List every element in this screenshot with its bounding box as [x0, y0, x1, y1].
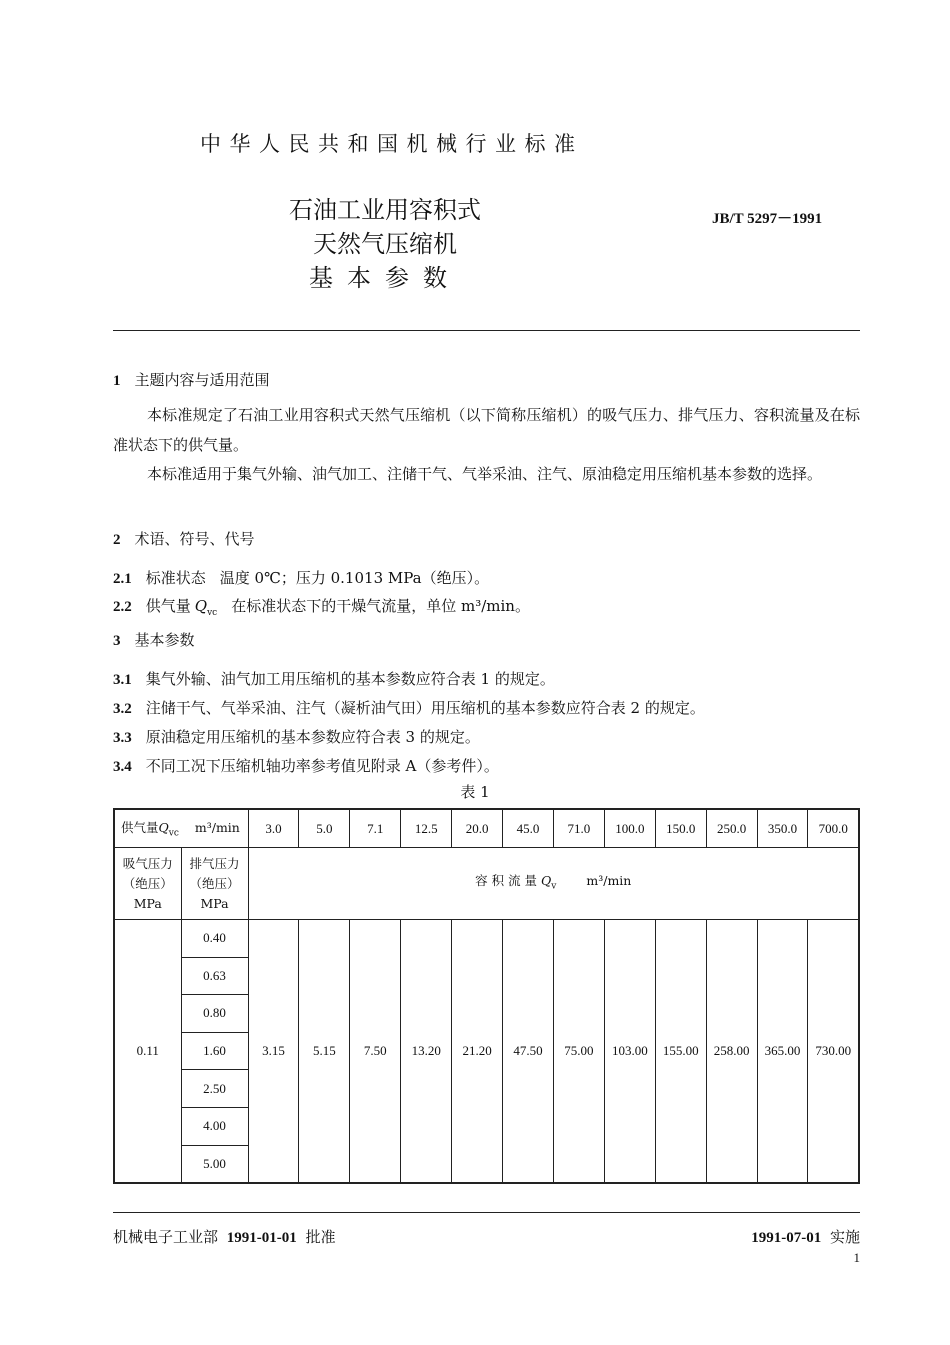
section-number: 2 [113, 532, 121, 548]
discharge-pressure-value: 5.00 [181, 1145, 248, 1183]
header-line: MPa [133, 895, 162, 911]
supply-value: 3.0 [248, 809, 299, 848]
implementation-date: 1991-07-01 [751, 1230, 822, 1246]
clause-number: 3.4 [113, 759, 132, 775]
clause-text: 集气外输、油气加工用压缩机的基本参数应符合表 1 的规定。 [145, 670, 555, 688]
standard-code: JB/T 5297－1991 [712, 211, 823, 227]
section-2-heading [113, 528, 255, 549]
supply-value: 350.0 [757, 809, 808, 848]
clause-3-3 [113, 726, 480, 747]
title-line-2: 天然气压缩机 [313, 230, 457, 258]
approving-department: 机械电子工业部 [113, 1228, 219, 1246]
supply-header-cell [114, 809, 248, 848]
volume-flow-value: 5.15 [299, 920, 350, 1184]
supply-value: 100.0 [604, 809, 655, 848]
supply-value: 45.0 [503, 809, 554, 848]
supply-value: 7.1 [350, 809, 401, 848]
approval-line [113, 1226, 336, 1247]
paragraph-1-1: 本标准规定了石油工业用容积式天然气压缩机（以下简称压缩机）的吸气压力、排气压力、容积流量及在标准状态下的供气量。 [113, 406, 860, 454]
discharge-pressure-value: 0.40 [181, 920, 248, 958]
supply-value: 20.0 [452, 809, 503, 848]
suction-pressure-header [114, 848, 181, 920]
title-line-3: 基本参数 [309, 264, 461, 292]
implementation-label: 实施 [829, 1228, 860, 1246]
symbol: Q [194, 597, 208, 615]
header-line: MPa [200, 895, 229, 911]
supply-value: 250.0 [706, 809, 757, 848]
clause-2-1 [113, 567, 489, 588]
volume-flow-value: 730.00 [808, 920, 859, 1184]
clause-number: 2.2 [113, 599, 132, 615]
clause-text: 在标准状态下的干燥气流量，单位 m³/min。 [231, 597, 530, 615]
approval-date: 1991-01-01 [226, 1230, 297, 1246]
volume-flow-header [248, 848, 859, 920]
title-line-1: 石油工业用容积式 [289, 196, 481, 224]
supply-value: 150.0 [655, 809, 706, 848]
section-3-heading [113, 629, 195, 650]
volume-flow-value: 258.00 [706, 920, 757, 1184]
page-number: 1 [853, 1250, 860, 1265]
clause-text: 原油稳定用压缩机的基本参数应符合表 3 的规定。 [145, 728, 480, 746]
clause-3-2 [113, 697, 705, 718]
header-line: 吸气压力 [122, 855, 173, 871]
volume-symbol: Q [541, 872, 552, 888]
section-number: 1 [113, 373, 121, 389]
volume-flow-value: 75.00 [553, 920, 604, 1184]
symbol-subscript: vc [207, 608, 218, 618]
clause-text: 不同工况下压缩机轴功率参考值见附录 A（参考件）。 [145, 757, 499, 775]
clause-term: 供气量 [145, 597, 191, 615]
clause-number: 3.3 [113, 730, 132, 746]
clause-number: 3.2 [113, 701, 132, 717]
document-title [270, 193, 500, 295]
discharge-pressure-header [181, 848, 248, 920]
supply-value: 12.5 [401, 809, 452, 848]
volume-subscript: v [551, 881, 557, 892]
volume-flow-value: 21.20 [452, 920, 503, 1184]
clause-3-1 [113, 668, 555, 689]
header-line: 排气压力 [189, 855, 240, 871]
volume-flow-value: 3.15 [248, 920, 299, 1184]
supply-symbol: Q [158, 820, 169, 836]
clause-term: 标准状态 [145, 569, 206, 587]
header-rule [113, 330, 860, 331]
supply-label: 供气量 [121, 820, 159, 836]
header-line: （绝压） [122, 875, 173, 891]
discharge-pressure-value: 4.00 [181, 1107, 248, 1145]
header-line: （绝压） [189, 875, 240, 891]
clause-text: 注储干气、气举采油、注气（凝析油气田）用压缩机的基本参数应符合表 2 的规定。 [145, 699, 705, 717]
volume-flow-value: 7.50 [350, 920, 401, 1184]
section-1-heading [113, 369, 270, 390]
volume-flow-value: 47.50 [503, 920, 554, 1184]
section-number: 3 [113, 633, 121, 649]
volume-flow-value: 365.00 [757, 920, 808, 1184]
paragraph-1-2: 本标准适用于集气外输、油气加工、注储干气、气举采油、注气、原油稳定用压缩机基本参数的选择。 [147, 465, 823, 483]
table-row-headers [114, 848, 859, 920]
section-title: 术语、符号、代号 [134, 530, 255, 548]
volume-flow-value: 13.20 [401, 920, 452, 1184]
implementation-line [751, 1226, 860, 1247]
volume-unit: m³/min [586, 872, 632, 888]
discharge-pressure-value: 0.80 [181, 995, 248, 1033]
clause-text: 温度 0℃；压力 0.1013 MPa（绝压）。 [219, 569, 490, 587]
clause-2-2 [113, 595, 530, 618]
supply-value: 700.0 [808, 809, 859, 848]
table-caption: 表 1 [460, 783, 490, 801]
approval-label: 批准 [305, 1228, 336, 1246]
supply-value: 5.0 [299, 809, 350, 848]
issuing-body: 中华人民共和国机械行业标准 [200, 132, 584, 156]
supply-subscript: vc [168, 828, 179, 839]
suction-pressure-value: 0.11 [114, 920, 181, 1184]
volume-flow-value: 103.00 [604, 920, 655, 1184]
clause-3-4 [113, 755, 499, 776]
volume-flow-value: 155.00 [655, 920, 706, 1184]
supply-value: 71.0 [553, 809, 604, 848]
parameter-table [113, 808, 860, 1184]
clause-number: 2.1 [113, 571, 132, 587]
supply-unit: m³/min [194, 820, 240, 836]
section-title: 主题内容与适用范围 [134, 371, 270, 389]
discharge-pressure-value: 2.50 [181, 1070, 248, 1108]
volume-label: 容 积 流 量 [475, 872, 538, 888]
table-row-supply [114, 809, 859, 848]
clause-number: 3.1 [113, 672, 132, 688]
discharge-pressure-value: 0.63 [181, 957, 248, 995]
footer-rule [113, 1212, 860, 1213]
discharge-pressure-value: 1.60 [181, 1032, 248, 1070]
table-row [114, 920, 859, 958]
section-title: 基本参数 [134, 631, 195, 649]
